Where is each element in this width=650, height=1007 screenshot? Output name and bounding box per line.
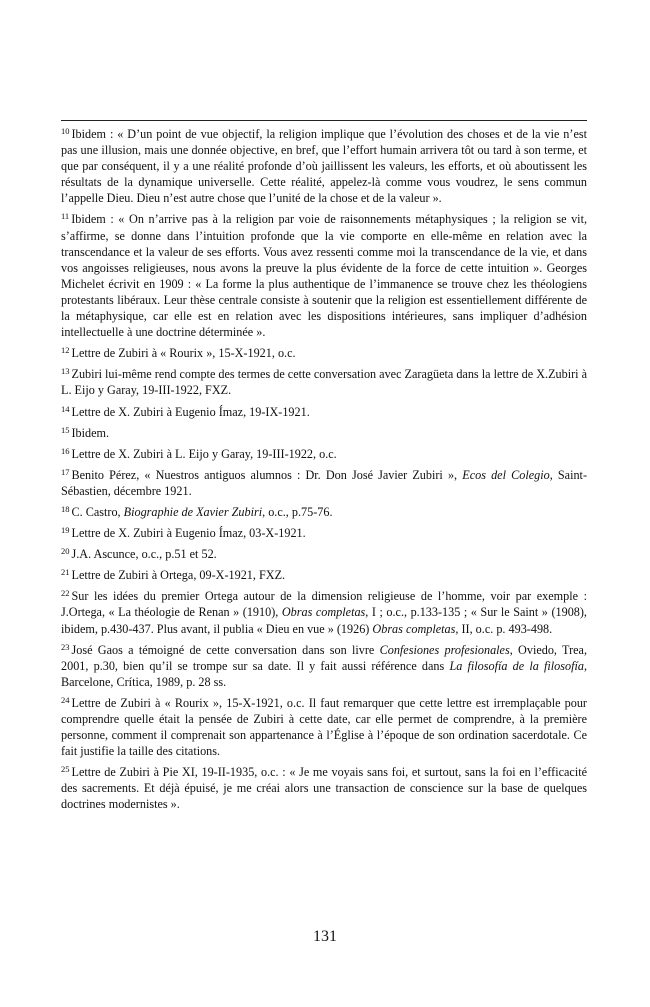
footnote-text: José Gaos a témoigné de cette conversation dans son livre bbox=[71, 642, 380, 657]
footnote-text: Lettre de X. Zubiri à Eugenio Ímaz, 03-X-1921. bbox=[71, 526, 306, 541]
footnote-19 bbox=[61, 525, 587, 541]
footnote-text: Ibidem : « On n’arrive pas à la religion par voie de raisonnements métaphysiques ; la religion se vit, s’affirme, se donne dans l’intuition profonde que la vie comporte en elle-même en relation avec la transcendance et la valeur de ses efforts. Vous avez ressenti comme moi la transcendance de la vie, et dans vos angoisses religieuses, nous avons la preuve la plus évidente de la force de cette intuition ». Georges Michelet écrivit en 1909 : « La forme la plus authentique de l’immanence se trouve chez les théologiens protestants libéraux. Leur thèse centrale consiste à soutenir que la religion est essentiellement différente de la métaphysique, car elle est en relation avec les dispositions intérieures, sans impliquer d’adhésion intellectuelle à une doctrine déterminée ». bbox=[61, 212, 587, 340]
footnote-text: , Saint-Sébastien, décembre 1921. bbox=[61, 467, 588, 498]
footnote-number: 14 bbox=[61, 403, 70, 414]
footnote-text: Ibidem : « D’un point de vue objectif, la religion implique que l’évolution des choses et de la vie n’est pas une illusion, mais une donnée objective, en bref, que l’effort humain arrivera tôt ou tard à son terme, et que par conséquent, il y a une réalité profonde d’où jaillissent les valeurs, les efforts, et où aboutissent les résultats de la dynamique universelle. Cette réalité, appelez-là comme vous voudrez, le sens commun l’appelle Dieu. Dieu n’est autre chose que l’unité de la chose et de la valeur ». bbox=[61, 127, 587, 206]
footnote-10 bbox=[61, 126, 587, 206]
footnote-16 bbox=[61, 446, 587, 462]
footnote-text: Lettre de X. Zubiri à Eugenio Ímaz, 19-IX-1921. bbox=[71, 404, 310, 419]
footnote-text: Zubiri lui-même rend compte des termes de cette conversation avec Zaragüeta dans la lettre de X.Zubiri à L. Eijo y Garay, 19-III-1922, FXZ. bbox=[61, 367, 587, 398]
footnote-18 bbox=[61, 504, 587, 520]
footnote-number: 12 bbox=[61, 345, 70, 356]
footnote-text: , o.c., p.75-76. bbox=[262, 504, 333, 519]
footnote-text: Lettre de Zubiri à « Rourix », 15-X-1921, o.c. bbox=[71, 346, 296, 361]
footnote-number: 24 bbox=[61, 694, 70, 705]
footnote-number: 20 bbox=[61, 546, 70, 557]
footnote-separator-rule bbox=[61, 120, 587, 121]
footnote-number: 17 bbox=[61, 466, 70, 477]
footnote-text: , Oviedo, Trea, 2001, p.30, bien qu’il se trompe sur sa date. Il y fait aussi référence dans bbox=[61, 642, 587, 673]
footnote-number: 25 bbox=[61, 764, 70, 775]
footnote-22 bbox=[61, 588, 587, 636]
footnote-23 bbox=[61, 642, 587, 690]
footnote-text: Lettre de Zubiri à Ortega, 09-X-1921, FXZ. bbox=[71, 568, 286, 583]
footnote-italic-text: Obras completas bbox=[281, 605, 366, 620]
footnote-text: J.A. Ascunce, o.c., p.51 et 52. bbox=[71, 547, 217, 562]
footnote-17 bbox=[61, 467, 587, 499]
footnotes-block bbox=[61, 126, 587, 818]
footnote-italic-text: La filosofía de la filosofía bbox=[449, 658, 584, 673]
footnote-15 bbox=[61, 425, 587, 441]
footnote-text: Ibidem. bbox=[71, 425, 110, 440]
footnote-number: 22 bbox=[61, 588, 70, 599]
footnote-13 bbox=[61, 366, 587, 398]
footnote-italic-text: Biographie de Xavier Zubiri bbox=[123, 504, 263, 519]
footnote-text: Sur les idées du premier Ortega autour de la dimension religieuse de l’homme, voir par exemple : J.Ortega, « La théologie de Renan » (1910), bbox=[61, 589, 587, 620]
footnote-italic-text: Obras completas bbox=[372, 621, 456, 636]
footnote-text: Lettre de X. Zubiri à L. Eijo y Garay, 19-III-1922, o.c. bbox=[71, 446, 337, 461]
page-number: 131 bbox=[313, 928, 337, 945]
footnote-text: C. Castro, bbox=[71, 504, 124, 519]
footnote-text: , I ; o.c., p.133-135 ; « Sur le Saint » (1908), ibidem, p.430-437. Plus avant, il publia « Dieu en vue » (1926) bbox=[61, 605, 587, 636]
footnote-14 bbox=[61, 404, 587, 420]
footnote-21 bbox=[61, 567, 587, 583]
footnote-25 bbox=[61, 764, 587, 812]
footnote-text: , II, o.c. p. 493-498. bbox=[455, 621, 553, 636]
footnote-text: Lettre de Zubiri à « Rourix », 15-X-1921, o.c. Il faut remarquer que cette lettre est irremplaçable pour comprendre quelle était la pensée de Zubiri à cette date, car elle permet de comprendre, à la première personne, comment il comprenait son appartenance à l’Église à l’époque de son ordination sacerdotale. Ce fait justifie la taille des citations. bbox=[61, 695, 587, 759]
footnote-number: 11 bbox=[61, 211, 70, 222]
footnote-number: 18 bbox=[61, 503, 70, 514]
footnote-number: 19 bbox=[61, 525, 70, 536]
footnote-number: 16 bbox=[61, 445, 70, 456]
footnote-20 bbox=[61, 546, 587, 562]
footnote-text: Lettre de Zubiri à Pie XI, 19-II-1935, o.c. : « Je me voyais sans foi, et surtout, sans la foi en l’efficacité des sacrements. Et déjà épuisé, je me créai alors une transaction de conscience sur la base de quelques doctrines modernistes ». bbox=[61, 765, 587, 812]
footnote-text: , Barcelone, Crítica, 1989, p. 28 ss. bbox=[61, 658, 587, 689]
footnote-number: 23 bbox=[61, 641, 70, 652]
footnote-11 bbox=[61, 211, 587, 340]
footnote-italic-text: Confesiones profesionales bbox=[379, 642, 510, 657]
footnote-number: 13 bbox=[61, 366, 70, 377]
footnote-12 bbox=[61, 345, 587, 361]
footnote-number: 21 bbox=[61, 567, 70, 578]
footnote-text: Benito Pérez, « Nuestros antiguos alumnos : Dr. Don José Javier Zubiri », bbox=[71, 467, 463, 482]
footnote-number: 10 bbox=[61, 126, 70, 136]
footnote-24 bbox=[61, 695, 587, 759]
footnote-italic-text: Ecos del Colegio bbox=[462, 467, 550, 482]
footnote-number: 15 bbox=[61, 424, 70, 435]
